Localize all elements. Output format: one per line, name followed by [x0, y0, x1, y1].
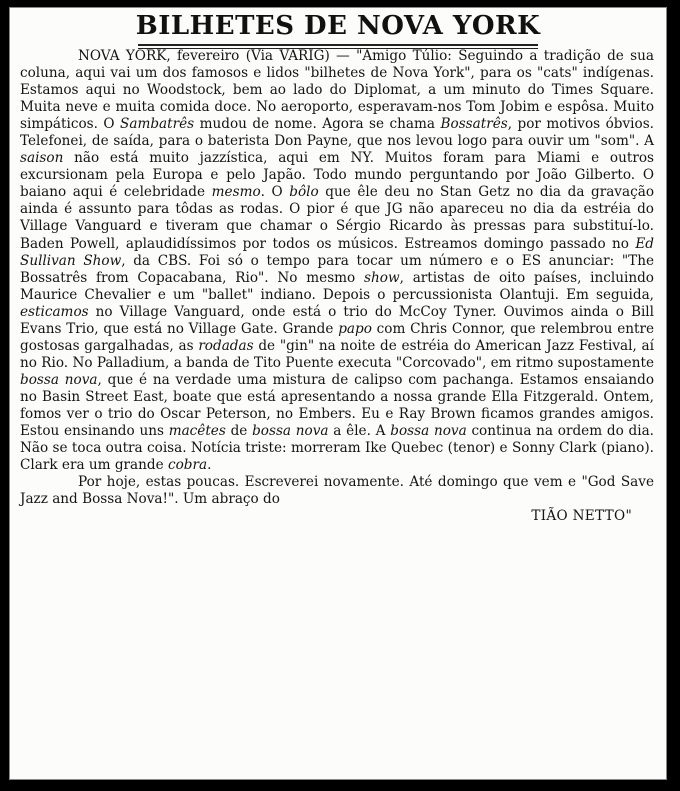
- article-paragraph-2: Por hoje, estas poucas. Escreverei novamente. Até domingo que vem e "God Save Jazz and Bossa Nova!". Um abraço do: [20, 474, 654, 508]
- text-run: . O: [260, 184, 290, 201]
- text-run: , por motivos óbvios. Telefonei, de saída, para o baterista Don Payne, que nos levou logo para ouvir um "som". A: [20, 116, 654, 150]
- text-run: mudou de nome. Agora se chama: [194, 116, 441, 133]
- signature-line: [20, 508, 654, 525]
- italic-term-macetes: macêtes: [168, 423, 226, 440]
- author-signature: TIÃO NETTO": [531, 508, 632, 525]
- text-run: , da CBS. Foi só o tempo para tocar um número e o ES anunciar: "The Bossatrês from Copacabana, Rio". No mesmo: [20, 252, 654, 286]
- italic-term-show: show: [364, 269, 400, 286]
- article-body: [20, 48, 654, 525]
- italic-term-papo: papo: [338, 320, 372, 337]
- text-run: .: [207, 457, 212, 474]
- italic-term-mesmo: mesmo: [211, 184, 261, 201]
- text-run: no Village Vanguard, onde está o trio do McCoy Tyner. Ouvimos ainda o Bill Evans Trio, que está no Village Gate. Grande: [20, 303, 654, 337]
- italic-term-bossa-nova: bossa nova: [390, 423, 467, 440]
- article-paragraph-1: [20, 48, 654, 474]
- text-run: não está muito jazzística, aqui em NY. Muitos foram para Miami e outros excursionam pela Europa e pelo Japão. Todo mundo perguntando por João Gilberto. O baiano aqui é celebridade: [20, 150, 654, 201]
- text-run: , artistas de oito países, incluindo Maurice Chevalier e um "ballet" indiano. Depois o percussionista Olantuji. Em seguida,: [20, 269, 654, 303]
- italic-term-sambatres: Sambatrês: [120, 116, 195, 133]
- text-run: NOVA YORK, fevereiro (Via VARIG) — "Amigo Túlio: Seguindo a tradição de sua coluna, aqui vai um dos famosos e lidos "bilhetes de Nova York", para os "cats" indígenas. Estamos aqui no Woodstock, bem ao lado do Diplomat, a um minuto do Times Square. Muita neve e muita comida doce. No aeroporto, esperavam-nos Tom Jobim e espôsa. Muito simpáticos. O: [20, 48, 654, 133]
- italic-term-ed-sullivan-show: Ed Sullivan Show: [20, 235, 654, 269]
- italic-term-bossa-nova: bossa nova: [20, 371, 98, 388]
- italic-term-esticamos: esticamos: [20, 303, 89, 320]
- italic-term-saison: saison: [20, 150, 64, 167]
- text-run: , que é na verdade uma mistura de calipso com pachanga. Estamos ensaiando no Basin Street East, boate que está apresentando a nossa grande Ella Fitzgerald. Ontem, fomos ver o trio do Oscar Peterson, no Embers. Eu e Ray Brown ficamos grandes amigos. Estou ensinando uns: [20, 371, 654, 440]
- italic-term-rodadas: rodadas: [198, 337, 254, 354]
- text-run: a êle. A: [328, 423, 391, 440]
- title-underline: [138, 44, 538, 46]
- italic-term-bossa-nova: bossa nova: [252, 423, 329, 440]
- column-title: BILHETES DE NOVA YORK: [135, 11, 541, 41]
- text-run: de "gin" na noite de estréia do American Jazz Festival, aí no Rio. No Palladium, a banda de Tito Puente executa "Corcovado", em ritmo supostamente: [20, 337, 654, 371]
- text-run: de: [225, 423, 253, 440]
- text-run: que êle deu no Stan Getz no dia da gravação ainda é assunto para tôdas as rodas. O pior é que JG não apareceu no dia da estréia do Village Vanguard e tiveram que chamar o Sérgio Ricardo às pressas para substituí-lo. Baden Powell, aplaudidíssimos por todos os músicos. Estreamos domingo passado no: [20, 184, 654, 252]
- italic-term-bolo: bôlo: [289, 184, 319, 201]
- text-run: continua na ordem do dia. Não se toca outra coisa. Notícia triste: morreram Ike Quebec (tenor) e Sonny Clark (piano). Clark era um grande: [20, 423, 654, 474]
- italic-term-cobra: cobra: [167, 457, 208, 474]
- text-run: com Chris Connor, que relembrou entre gostosas gargalhadas, as: [20, 320, 655, 354]
- newspaper-clipping: [9, 7, 667, 780]
- italic-term-bossatres: Bossatrês: [440, 116, 508, 133]
